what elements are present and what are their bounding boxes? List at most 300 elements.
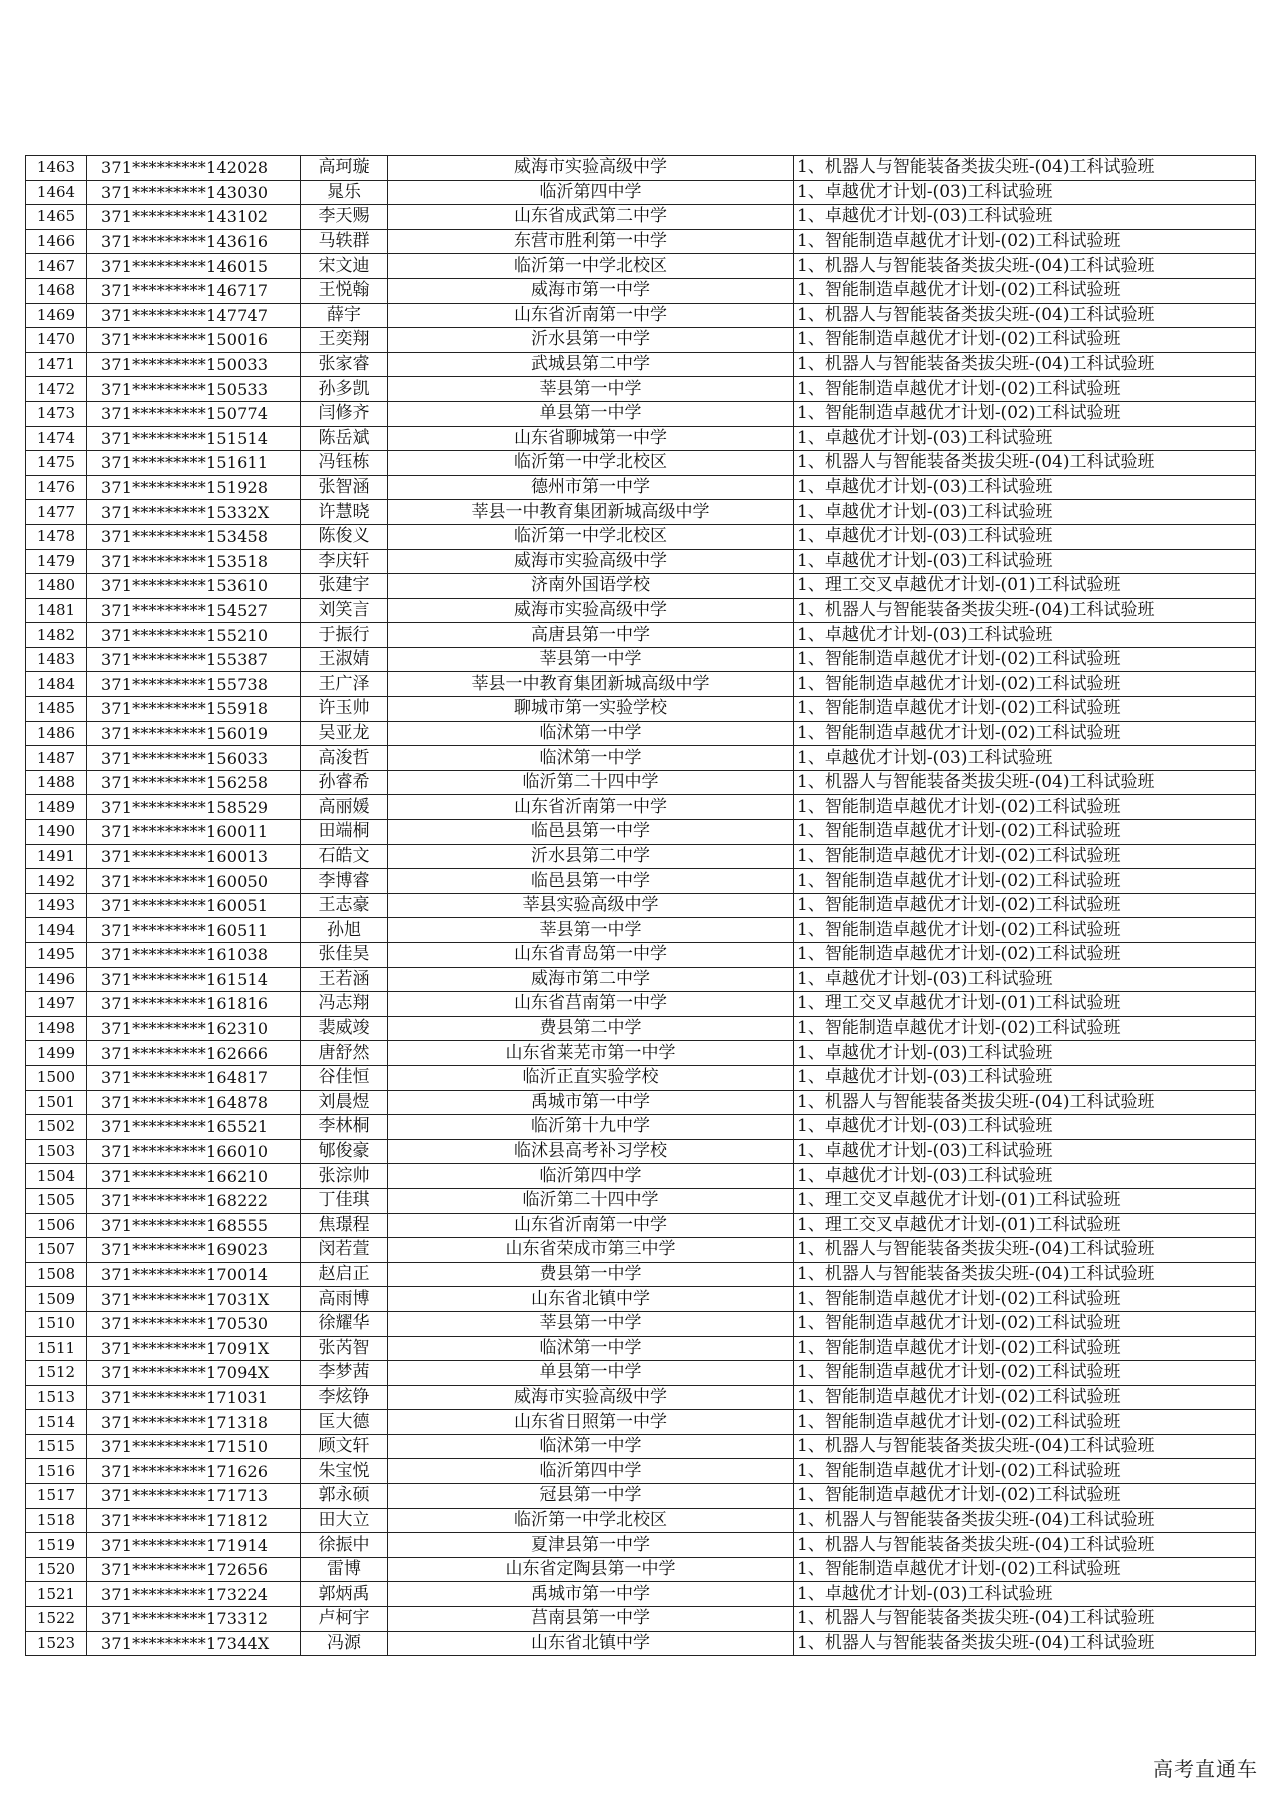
table-row: [26, 598, 1256, 623]
table-row: [26, 943, 1256, 968]
admitted-program-cell: 1、理工交叉卓越优才计划-(01)工科试验班: [794, 992, 1256, 1017]
candidate-id-cell: 371*********143102: [87, 205, 301, 230]
candidate-id-cell: 371*********160050: [87, 869, 301, 894]
student-name-cell: 丁佳琪: [301, 1188, 388, 1213]
student-name-cell: 郇俊豪: [301, 1139, 388, 1164]
student-name-cell: 卢柯宇: [301, 1607, 388, 1632]
student-name-cell: 孙睿希: [301, 770, 388, 795]
table-row: [26, 278, 1256, 303]
school-name-cell: 临沂第二十四中学: [388, 770, 794, 795]
student-name-cell: 张智涵: [301, 475, 388, 500]
admitted-program-cell: 1、卓越优才计划-(03)工科试验班: [794, 623, 1256, 648]
school-name-cell: 济南外国语学校: [388, 574, 794, 599]
row-number-cell: 1484: [26, 672, 87, 697]
student-name-cell: 张建宇: [301, 574, 388, 599]
row-number-cell: 1499: [26, 1041, 87, 1066]
table-row: [26, 229, 1256, 254]
school-name-cell: 临沂第一中学北校区: [388, 451, 794, 476]
table-row: [26, 795, 1256, 820]
table-row: [26, 475, 1256, 500]
admitted-program-cell: 1、卓越优才计划-(03)工科试验班: [794, 1041, 1256, 1066]
table-row: [26, 1262, 1256, 1287]
row-number-cell: 1465: [26, 205, 87, 230]
school-name-cell: 莘县第一中学: [388, 918, 794, 943]
candidate-id-cell: 371*********173224: [87, 1582, 301, 1607]
candidate-id-cell: 371*********168222: [87, 1188, 301, 1213]
school-name-cell: 德州市第一中学: [388, 475, 794, 500]
candidate-id-cell: 371*********160511: [87, 918, 301, 943]
table-row: [26, 893, 1256, 918]
row-number-cell: 1486: [26, 721, 87, 746]
table-row: [26, 992, 1256, 1017]
row-number-cell: 1503: [26, 1139, 87, 1164]
candidate-id-cell: 371*********155387: [87, 647, 301, 672]
school-name-cell: 单县第一中学: [388, 401, 794, 426]
school-name-cell: 莘县第一中学: [388, 377, 794, 402]
candidate-id-cell: 371*********17091X: [87, 1336, 301, 1361]
candidate-id-cell: 371*********143616: [87, 229, 301, 254]
row-number-cell: 1494: [26, 918, 87, 943]
school-name-cell: 临沭县高考补习学校: [388, 1139, 794, 1164]
admitted-program-cell: 1、智能制造卓越优才计划-(02)工科试验班: [794, 697, 1256, 722]
candidate-id-cell: 371*********151514: [87, 426, 301, 451]
school-name-cell: 威海市实验高级中学: [388, 1385, 794, 1410]
candidate-id-cell: 371*********146015: [87, 254, 301, 279]
row-number-cell: 1488: [26, 770, 87, 795]
school-name-cell: 东营市胜利第一中学: [388, 229, 794, 254]
table-row: [26, 869, 1256, 894]
table-row: [26, 1287, 1256, 1312]
row-number-cell: 1490: [26, 820, 87, 845]
admitted-program-cell: 1、智能制造卓越优才计划-(02)工科试验班: [794, 278, 1256, 303]
table-row: [26, 205, 1256, 230]
row-number-cell: 1476: [26, 475, 87, 500]
candidate-id-cell: 371*********155210: [87, 623, 301, 648]
table-row: [26, 647, 1256, 672]
admitted-program-cell: 1、智能制造卓越优才计划-(02)工科试验班: [794, 820, 1256, 845]
school-name-cell: 山东省莱芜市第一中学: [388, 1041, 794, 1066]
school-name-cell: 山东省荣成市第三中学: [388, 1238, 794, 1263]
student-name-cell: 谷佳恒: [301, 1065, 388, 1090]
student-name-cell: 裴威竣: [301, 1016, 388, 1041]
table-row: [26, 1557, 1256, 1582]
candidate-id-cell: 371*********150016: [87, 328, 301, 353]
school-name-cell: 聊城市第一实验学校: [388, 697, 794, 722]
school-name-cell: 莘县第一中学: [388, 647, 794, 672]
school-name-cell: 山东省沂南第一中学: [388, 303, 794, 328]
candidate-id-cell: 371*********161038: [87, 943, 301, 968]
admitted-program-cell: 1、智能制造卓越优才计划-(02)工科试验班: [794, 401, 1256, 426]
row-number-cell: 1492: [26, 869, 87, 894]
admitted-program-cell: 1、智能制造卓越优才计划-(02)工科试验班: [794, 1311, 1256, 1336]
student-name-cell: 孙多凯: [301, 377, 388, 402]
admitted-program-cell: 1、智能制造卓越优才计划-(02)工科试验班: [794, 918, 1256, 943]
row-number-cell: 1479: [26, 549, 87, 574]
candidate-id-cell: 371*********143030: [87, 180, 301, 205]
row-number-cell: 1510: [26, 1311, 87, 1336]
table-row: [26, 1410, 1256, 1435]
table-row: [26, 1508, 1256, 1533]
admitted-program-cell: 1、卓越优才计划-(03)工科试验班: [794, 1582, 1256, 1607]
candidate-id-cell: 371*********150033: [87, 352, 301, 377]
row-number-cell: 1501: [26, 1090, 87, 1115]
school-name-cell: 莘县实验高级中学: [388, 893, 794, 918]
student-name-cell: 高珂璇: [301, 156, 388, 181]
student-name-cell: 焦璟程: [301, 1213, 388, 1238]
row-number-cell: 1500: [26, 1065, 87, 1090]
candidate-id-cell: 371*********166210: [87, 1164, 301, 1189]
admitted-program-cell: 1、智能制造卓越优才计划-(02)工科试验班: [794, 1385, 1256, 1410]
row-number-cell: 1519: [26, 1533, 87, 1558]
row-number-cell: 1504: [26, 1164, 87, 1189]
candidate-id-cell: 371*********17344X: [87, 1631, 301, 1656]
row-number-cell: 1469: [26, 303, 87, 328]
candidate-id-cell: 371*********153518: [87, 549, 301, 574]
school-name-cell: 山东省定陶县第一中学: [388, 1557, 794, 1582]
table-row: [26, 1188, 1256, 1213]
school-name-cell: 临邑县第一中学: [388, 820, 794, 845]
student-name-cell: 陈俊义: [301, 524, 388, 549]
school-name-cell: 山东省成武第二中学: [388, 205, 794, 230]
row-number-cell: 1507: [26, 1238, 87, 1263]
row-number-cell: 1513: [26, 1385, 87, 1410]
table-row: [26, 1533, 1256, 1558]
table-row: [26, 1041, 1256, 1066]
table-row: [26, 1139, 1256, 1164]
table-row: [26, 426, 1256, 451]
row-number-cell: 1497: [26, 992, 87, 1017]
table-row: [26, 180, 1256, 205]
candidate-id-cell: 371*********155738: [87, 672, 301, 697]
school-name-cell: 临沂第二十四中学: [388, 1188, 794, 1213]
row-number-cell: 1493: [26, 893, 87, 918]
table-row: [26, 1090, 1256, 1115]
row-number-cell: 1520: [26, 1557, 87, 1582]
candidate-id-cell: 371*********162310: [87, 1016, 301, 1041]
admitted-program-cell: 1、智能制造卓越优才计划-(02)工科试验班: [794, 1410, 1256, 1435]
student-name-cell: 许玉帅: [301, 697, 388, 722]
school-name-cell: 临沂第一中学北校区: [388, 524, 794, 549]
row-number-cell: 1482: [26, 623, 87, 648]
admitted-program-cell: 1、智能制造卓越优才计划-(02)工科试验班: [794, 1336, 1256, 1361]
admitted-program-cell: 1、理工交叉卓越优才计划-(01)工科试验班: [794, 1213, 1256, 1238]
school-name-cell: 山东省聊城第一中学: [388, 426, 794, 451]
table-row: [26, 967, 1256, 992]
admitted-program-cell: 1、机器人与智能装备类拔尖班-(04)工科试验班: [794, 451, 1256, 476]
row-number-cell: 1514: [26, 1410, 87, 1435]
admitted-program-cell: 1、机器人与智能装备类拔尖班-(04)工科试验班: [794, 1090, 1256, 1115]
school-name-cell: 山东省北镇中学: [388, 1287, 794, 1312]
school-name-cell: 莒南县第一中学: [388, 1607, 794, 1632]
table-row: [26, 746, 1256, 771]
school-name-cell: 临沂正直实验学校: [388, 1065, 794, 1090]
table-row: [26, 524, 1256, 549]
school-name-cell: 莘县一中教育集团新城高级中学: [388, 672, 794, 697]
admitted-program-cell: 1、智能制造卓越优才计划-(02)工科试验班: [794, 647, 1256, 672]
admitted-program-cell: 1、机器人与智能装备类拔尖班-(04)工科试验班: [794, 156, 1256, 181]
school-name-cell: 威海市实验高级中学: [388, 598, 794, 623]
table-row: [26, 844, 1256, 869]
school-name-cell: 夏津县第一中学: [388, 1533, 794, 1558]
admitted-program-cell: 1、机器人与智能装备类拔尖班-(04)工科试验班: [794, 352, 1256, 377]
row-number-cell: 1496: [26, 967, 87, 992]
row-number-cell: 1502: [26, 1115, 87, 1140]
student-name-cell: 郭永硕: [301, 1484, 388, 1509]
table-row: [26, 1607, 1256, 1632]
candidate-id-cell: 371*********17094X: [87, 1361, 301, 1386]
table-row: [26, 1016, 1256, 1041]
row-number-cell: 1478: [26, 524, 87, 549]
student-name-cell: 田端桐: [301, 820, 388, 845]
school-name-cell: 临沂第一中学北校区: [388, 1508, 794, 1533]
candidate-id-cell: 371*********15332X: [87, 500, 301, 525]
admitted-program-cell: 1、机器人与智能装备类拔尖班-(04)工科试验班: [794, 1508, 1256, 1533]
candidate-id-cell: 371*********168555: [87, 1213, 301, 1238]
row-number-cell: 1523: [26, 1631, 87, 1656]
school-name-cell: 临沂第十九中学: [388, 1115, 794, 1140]
candidate-id-cell: 371*********160011: [87, 820, 301, 845]
student-name-cell: 张淙帅: [301, 1164, 388, 1189]
admitted-program-cell: 1、智能制造卓越优才计划-(02)工科试验班: [794, 1484, 1256, 1509]
row-number-cell: 1466: [26, 229, 87, 254]
candidate-id-cell: 371*********147747: [87, 303, 301, 328]
candidate-id-cell: 371*********171510: [87, 1434, 301, 1459]
row-number-cell: 1481: [26, 598, 87, 623]
candidate-id-cell: 371*********161816: [87, 992, 301, 1017]
row-number-cell: 1518: [26, 1508, 87, 1533]
candidate-id-cell: 371*********156258: [87, 770, 301, 795]
candidate-id-cell: 371*********146717: [87, 278, 301, 303]
admitted-program-cell: 1、智能制造卓越优才计划-(02)工科试验班: [794, 377, 1256, 402]
admitted-program-cell: 1、机器人与智能装备类拔尖班-(04)工科试验班: [794, 598, 1256, 623]
admitted-program-cell: 1、卓越优才计划-(03)工科试验班: [794, 1139, 1256, 1164]
table-row: [26, 549, 1256, 574]
admitted-program-cell: 1、智能制造卓越优才计划-(02)工科试验班: [794, 721, 1256, 746]
admission-list-table: [25, 155, 1256, 1656]
admitted-program-cell: 1、卓越优才计划-(03)工科试验班: [794, 475, 1256, 500]
admitted-program-cell: 1、智能制造卓越优才计划-(02)工科试验班: [794, 1287, 1256, 1312]
student-name-cell: 王淑婧: [301, 647, 388, 672]
candidate-id-cell: 371*********155918: [87, 697, 301, 722]
admitted-program-cell: 1、卓越优才计划-(03)工科试验班: [794, 426, 1256, 451]
candidate-id-cell: 371*********151928: [87, 475, 301, 500]
admitted-program-cell: 1、机器人与智能装备类拔尖班-(04)工科试验班: [794, 1607, 1256, 1632]
school-name-cell: 临沭第一中学: [388, 1434, 794, 1459]
row-number-cell: 1467: [26, 254, 87, 279]
admitted-program-cell: 1、卓越优才计划-(03)工科试验班: [794, 1065, 1256, 1090]
admitted-program-cell: 1、机器人与智能装备类拔尖班-(04)工科试验班: [794, 303, 1256, 328]
watermark-text: 高考直通车: [1153, 1757, 1258, 1781]
table-row: [26, 1631, 1256, 1656]
student-name-cell: 闫修齐: [301, 401, 388, 426]
table-row: [26, 1459, 1256, 1484]
table-row: [26, 1361, 1256, 1386]
student-name-cell: 晁乐: [301, 180, 388, 205]
table-row: [26, 377, 1256, 402]
school-name-cell: 费县第一中学: [388, 1262, 794, 1287]
table-row: [26, 303, 1256, 328]
student-name-cell: 徐耀华: [301, 1311, 388, 1336]
admitted-program-cell: 1、智能制造卓越优才计划-(02)工科试验班: [794, 795, 1256, 820]
table-row: [26, 697, 1256, 722]
table-row: [26, 672, 1256, 697]
student-name-cell: 冯源: [301, 1631, 388, 1656]
candidate-id-cell: 371*********156019: [87, 721, 301, 746]
admitted-program-cell: 1、智能制造卓越优才计划-(02)工科试验班: [794, 229, 1256, 254]
school-name-cell: 威海市实验高级中学: [388, 549, 794, 574]
candidate-id-cell: 371*********170530: [87, 1311, 301, 1336]
table-body: [26, 156, 1256, 1656]
admitted-program-cell: 1、机器人与智能装备类拔尖班-(04)工科试验班: [794, 770, 1256, 795]
school-name-cell: 临沂第四中学: [388, 180, 794, 205]
school-name-cell: 冠县第一中学: [388, 1484, 794, 1509]
row-number-cell: 1506: [26, 1213, 87, 1238]
row-number-cell: 1491: [26, 844, 87, 869]
admitted-program-cell: 1、理工交叉卓越优才计划-(01)工科试验班: [794, 1188, 1256, 1213]
admitted-program-cell: 1、智能制造卓越优才计划-(02)工科试验班: [794, 1459, 1256, 1484]
student-name-cell: 王志豪: [301, 893, 388, 918]
student-name-cell: 王奕翔: [301, 328, 388, 353]
student-name-cell: 王若涵: [301, 967, 388, 992]
table-row: [26, 352, 1256, 377]
student-name-cell: 陈岳斌: [301, 426, 388, 451]
table-row: [26, 1582, 1256, 1607]
row-number-cell: 1512: [26, 1361, 87, 1386]
student-name-cell: 李博睿: [301, 869, 388, 894]
admitted-program-cell: 1、机器人与智能装备类拔尖班-(04)工科试验班: [794, 1533, 1256, 1558]
table-row: [26, 451, 1256, 476]
admitted-program-cell: 1、智能制造卓越优才计划-(02)工科试验班: [794, 869, 1256, 894]
candidate-id-cell: 371*********154527: [87, 598, 301, 623]
student-name-cell: 徐振中: [301, 1533, 388, 1558]
admitted-program-cell: 1、卓越优才计划-(03)工科试验班: [794, 205, 1256, 230]
row-number-cell: 1509: [26, 1287, 87, 1312]
school-name-cell: 山东省北镇中学: [388, 1631, 794, 1656]
table-row: [26, 1385, 1256, 1410]
school-name-cell: 临沂第四中学: [388, 1459, 794, 1484]
candidate-id-cell: 371*********169023: [87, 1238, 301, 1263]
candidate-id-cell: 371*********171318: [87, 1410, 301, 1435]
school-name-cell: 禹城市第一中学: [388, 1582, 794, 1607]
school-name-cell: 临沂第一中学北校区: [388, 254, 794, 279]
student-name-cell: 于振行: [301, 623, 388, 648]
table-row: [26, 1164, 1256, 1189]
school-name-cell: 山东省沂南第一中学: [388, 795, 794, 820]
school-name-cell: 威海市实验高级中学: [388, 156, 794, 181]
student-name-cell: 宋文迪: [301, 254, 388, 279]
admitted-program-cell: 1、卓越优才计划-(03)工科试验班: [794, 524, 1256, 549]
student-name-cell: 孙旭: [301, 918, 388, 943]
school-name-cell: 临邑县第一中学: [388, 869, 794, 894]
candidate-id-cell: 371*********170014: [87, 1262, 301, 1287]
school-name-cell: 山东省莒南第一中学: [388, 992, 794, 1017]
school-name-cell: 单县第一中学: [388, 1361, 794, 1386]
admitted-program-cell: 1、机器人与智能装备类拔尖班-(04)工科试验班: [794, 1262, 1256, 1287]
admitted-program-cell: 1、卓越优才计划-(03)工科试验班: [794, 1164, 1256, 1189]
row-number-cell: 1517: [26, 1484, 87, 1509]
table-row: [26, 1065, 1256, 1090]
student-name-cell: 冯志翔: [301, 992, 388, 1017]
table-row: [26, 820, 1256, 845]
row-number-cell: 1485: [26, 697, 87, 722]
admitted-program-cell: 1、智能制造卓越优才计划-(02)工科试验班: [794, 328, 1256, 353]
table-row: [26, 500, 1256, 525]
student-name-cell: 张芮智: [301, 1336, 388, 1361]
row-number-cell: 1483: [26, 647, 87, 672]
candidate-id-cell: 371*********164817: [87, 1065, 301, 1090]
student-name-cell: 高浚哲: [301, 746, 388, 771]
table-row: [26, 328, 1256, 353]
student-name-cell: 马轶群: [301, 229, 388, 254]
candidate-id-cell: 371*********171812: [87, 1508, 301, 1533]
table-row: [26, 770, 1256, 795]
admitted-program-cell: 1、卓越优才计划-(03)工科试验班: [794, 500, 1256, 525]
student-name-cell: 张家睿: [301, 352, 388, 377]
school-name-cell: 山东省青岛第一中学: [388, 943, 794, 968]
student-name-cell: 朱宝悦: [301, 1459, 388, 1484]
row-number-cell: 1477: [26, 500, 87, 525]
candidate-id-cell: 371*********166010: [87, 1139, 301, 1164]
candidate-id-cell: 371*********153610: [87, 574, 301, 599]
student-name-cell: 李梦茜: [301, 1361, 388, 1386]
candidate-id-cell: 371*********162666: [87, 1041, 301, 1066]
student-name-cell: 张佳昊: [301, 943, 388, 968]
admitted-program-cell: 1、智能制造卓越优才计划-(02)工科试验班: [794, 943, 1256, 968]
school-name-cell: 临沭第一中学: [388, 721, 794, 746]
student-name-cell: 闵若萱: [301, 1238, 388, 1263]
student-name-cell: 刘笑言: [301, 598, 388, 623]
student-name-cell: 顾文轩: [301, 1434, 388, 1459]
table-row: [26, 254, 1256, 279]
candidate-id-cell: 371*********142028: [87, 156, 301, 181]
student-name-cell: 许慧晓: [301, 500, 388, 525]
row-number-cell: 1515: [26, 1434, 87, 1459]
row-number-cell: 1505: [26, 1188, 87, 1213]
admitted-program-cell: 1、智能制造卓越优才计划-(02)工科试验班: [794, 672, 1256, 697]
admitted-program-cell: 1、卓越优才计划-(03)工科试验班: [794, 549, 1256, 574]
table-row: [26, 574, 1256, 599]
table-row: [26, 1484, 1256, 1509]
candidate-id-cell: 371*********153458: [87, 524, 301, 549]
row-number-cell: 1508: [26, 1262, 87, 1287]
row-number-cell: 1495: [26, 943, 87, 968]
student-name-cell: 高雨博: [301, 1287, 388, 1312]
admitted-program-cell: 1、智能制造卓越优才计划-(02)工科试验班: [794, 1016, 1256, 1041]
school-name-cell: 威海市第二中学: [388, 967, 794, 992]
student-name-cell: 高丽媛: [301, 795, 388, 820]
row-number-cell: 1511: [26, 1336, 87, 1361]
student-name-cell: 王广泽: [301, 672, 388, 697]
admitted-program-cell: 1、机器人与智能装备类拔尖班-(04)工科试验班: [794, 254, 1256, 279]
table-row: [26, 401, 1256, 426]
table-row: [26, 623, 1256, 648]
table-row: [26, 1434, 1256, 1459]
admitted-program-cell: 1、卓越优才计划-(03)工科试验班: [794, 746, 1256, 771]
admitted-program-cell: 1、卓越优才计划-(03)工科试验班: [794, 1115, 1256, 1140]
candidate-id-cell: 371*********171031: [87, 1385, 301, 1410]
candidate-id-cell: 371*********160013: [87, 844, 301, 869]
row-number-cell: 1487: [26, 746, 87, 771]
table-row: [26, 721, 1256, 746]
candidate-id-cell: 371*********173312: [87, 1607, 301, 1632]
student-name-cell: 吴亚龙: [301, 721, 388, 746]
admitted-program-cell: 1、智能制造卓越优才计划-(02)工科试验班: [794, 1361, 1256, 1386]
admitted-program-cell: 1、机器人与智能装备类拔尖班-(04)工科试验班: [794, 1434, 1256, 1459]
student-name-cell: 李林桐: [301, 1115, 388, 1140]
admitted-program-cell: 1、智能制造卓越优才计划-(02)工科试验班: [794, 1557, 1256, 1582]
row-number-cell: 1470: [26, 328, 87, 353]
school-name-cell: 武城县第二中学: [388, 352, 794, 377]
